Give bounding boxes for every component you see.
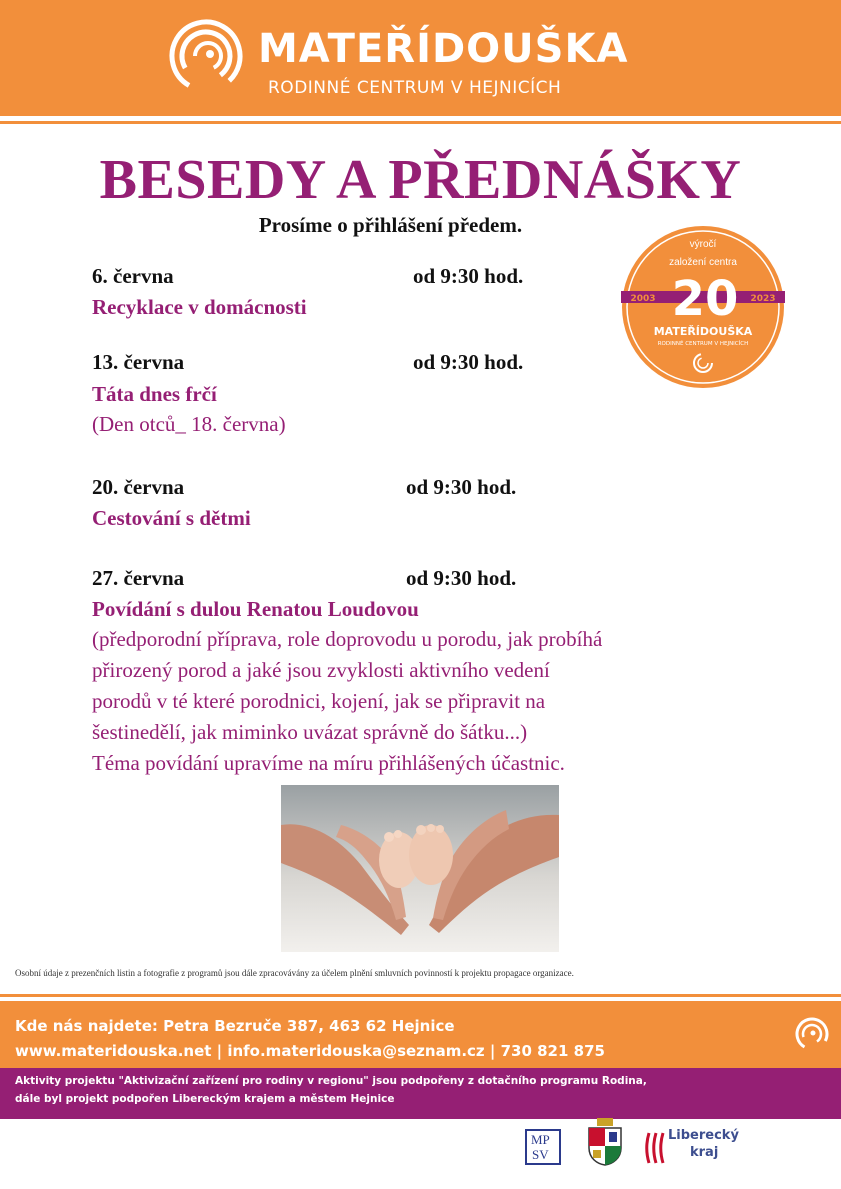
support-text-line2: dále byl projekt podpořen Libereckým krajem a městem Hejnice [15, 1093, 395, 1105]
footer-address: Kde nás najdete: Petra Bezruče 387, 463 62 Hejnice [15, 1017, 455, 1035]
liberecky-kraj-label-2: kraj [690, 1145, 719, 1160]
event-description [92, 624, 602, 779]
header-divider-line [0, 121, 841, 124]
event-description-line: (předporodní příprava, role doprovodu u porodu, jak probíhá [92, 627, 603, 651]
event-date: 6. června [92, 264, 174, 288]
support-text-line1: Aktivity projektu "Aktivizační zařízení pro rodiny v regionu" jsou podpořeny z dotačního programu Rodina, [15, 1075, 647, 1087]
event-description-line: Téma povídání upravíme na míru přihlášených účastnic. [92, 751, 565, 775]
page-title: BESEDY A PŘEDNÁŠKY [99, 149, 742, 211]
badge-line2: založení centra [669, 257, 737, 268]
footer-contact-links[interactable]: www.materidouska.net | info.materidouska@seznam.cz | 730 821 875 [15, 1042, 605, 1060]
page-subtitle: Prosíme o přihlášení předem. [258, 213, 523, 237]
hejnice-crest-icon [587, 1118, 623, 1166]
baby-feet-photo [281, 785, 559, 952]
footer-logo-icon [795, 1017, 829, 1051]
event-description-line: porodů v té které porodnici, kojení, jak se připravit na [92, 689, 546, 713]
anniversary-badge [621, 225, 785, 389]
event-description-line: přirozený porod a jaké jsou zvyklosti aktivního vedení [92, 658, 550, 682]
mpsv-logo-bottom: SV [532, 1147, 549, 1162]
event-date: 20. června [92, 475, 185, 499]
badge-year-start: 2003 [630, 294, 656, 304]
mpsv-logo [525, 1129, 561, 1165]
event-description-line: šestinedělí, jak miminko uvázat správně do šátku...) [92, 720, 528, 744]
brand-subtitle: RODINNÉ CENTRUM V HEJNICÍCH [268, 78, 562, 98]
badge-line1: výročí [689, 239, 717, 250]
badge-year-end: 2023 [750, 294, 776, 304]
liberecky-kraj-label: Liberecký [668, 1128, 739, 1143]
event-date: 13. června [92, 350, 185, 374]
event-date: 27. června [92, 566, 185, 590]
event-time: od 9:30 hod. [413, 350, 524, 374]
badge-number: 20 [671, 271, 739, 327]
event-time: od 9:30 hod. [406, 566, 517, 590]
event-title: Táta dnes frčí [92, 382, 217, 406]
event-title: Recyklace v domácnosti [92, 295, 307, 319]
privacy-disclaimer: Osobní údaje z prezenčních listin a fotografie z programů jsou dále zpracovávány za účelem plnění smluvních povinností k projektu propagace organizace. [15, 968, 574, 978]
event-time: od 9:30 hod. [413, 264, 524, 288]
brand-name: MATEŘÍDOUŠKA [258, 26, 629, 72]
event-time: od 9:30 hod. [406, 475, 517, 499]
badge-brand: MATEŘÍDOUŠKA [653, 325, 753, 338]
footer-divider [0, 994, 841, 997]
badge-brand-sub: RODINNÉ CENTRUM V HEJNICÍCH [657, 341, 749, 347]
event-title: Povídání s dulou Renatou Loudovou [92, 597, 419, 621]
event-note: (Den otců_ 18. června) [92, 412, 286, 436]
mpsv-logo-top: MP [531, 1132, 550, 1147]
materidouska-logo-icon [168, 18, 244, 94]
event-title: Cestování s dětmi [92, 506, 251, 530]
